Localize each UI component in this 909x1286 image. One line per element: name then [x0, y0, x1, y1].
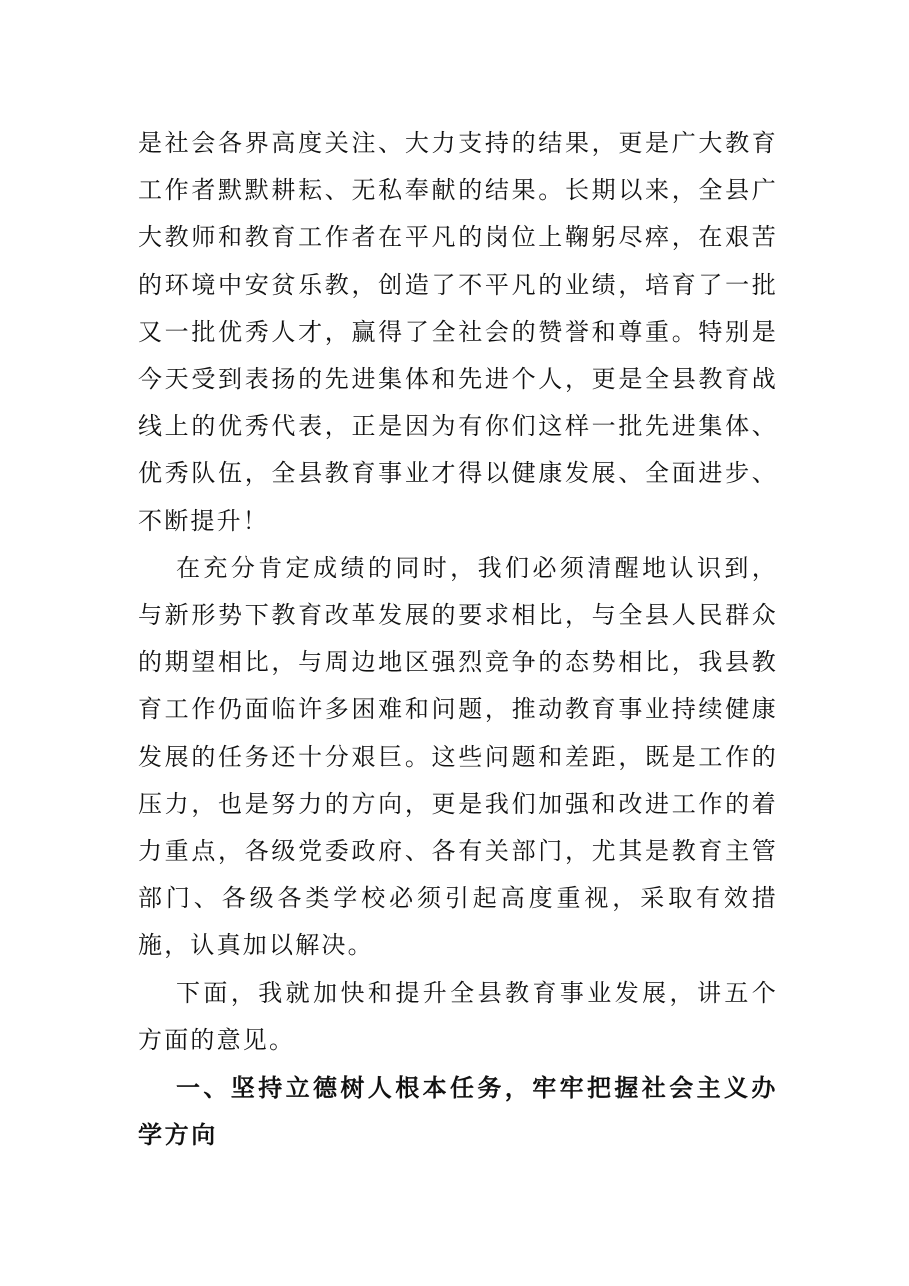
paragraph-outline: 下面，我就加快和提升全县教育事业发展，讲五个方面的意见。 [138, 978, 778, 1054]
paragraph-achievements-gap: 在充分肯定成绩的同时，我们必须清醒地认识到，与新形势下教育改革发展的要求相比，与全县人民群众的期望相比，与周边地区强烈竞争的态势相比，我县教育工作仍面临许多困难和问题，推动教育事业持续健康发展的任务还十分艰巨。这些问题和差距，既是工作的压力，也是努力的方向，更是我们加强和改进工作的着力重点，各级党委政府、各有关部门，尤其是教育主管部门、各级各类学校必须引起高度重视，采取有效措施，认真加以解决。 [138, 553, 778, 960]
paragraph-continuation: 是社会各界高度关注、大力支持的结果，更是广大教育工作者默默耕耘、无私奉献的结果。长期以来，全县广大教师和教育工作者在平凡的岗位上鞠躬尽瘁，在艰苦的环境中安贫乐教，创造了不平凡的业绩，培育了一批又一批优秀人才，赢得了全社会的赞誉和尊重。特别是今天受到表扬的先进集体和先进个人，更是全县教育战线上的优秀代表，正是因为有你们这样一批先进集体、优秀队伍，全县教育事业才得以健康发展、全面进步、不断提升！ [138, 129, 778, 535]
document-body [138, 120, 778, 1158]
section-heading-1: 一、坚持立德树人根本任务，牢牢把握社会主义办学方向 [138, 1073, 778, 1150]
